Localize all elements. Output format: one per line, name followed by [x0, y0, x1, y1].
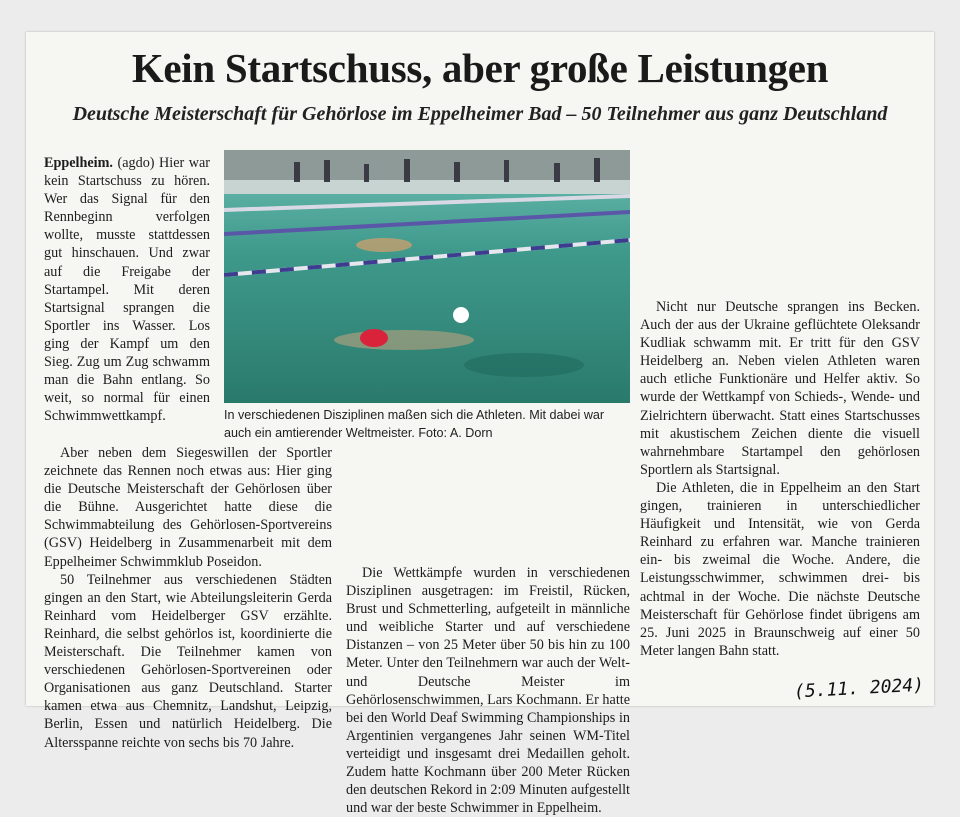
- paragraph-5: Nicht nur Deutsche sprangen ins Becken. Auch der aus der Ukraine geflüchtete Oleksandr Kudliak schwamm mit. Er tritt für den GSV Heidelberg an. Neben vielen Athleten waren auch etliche Funktionäre und Helfer aktiv. So wurde der Wettkampf von Schieds-, Wende- und Zielrichtern überwacht. Statt eines Startschusses mit akustischem Zeichen diente die visuell wahrnehmbare Startampel den gehörlosen Sportlern als Startsignal.: [640, 299, 920, 478]
- headline: Kein Startschuss, aber große Leistungen: [131, 45, 829, 91]
- column-1-bottom: [44, 444, 332, 752]
- paragraph-3: 50 Teilnehmer aus verschiedenen Städten gingen an den Start, wie Abteilungsleiterin Gerda Reinhard vom Heidelberger GSV erzählte. Reinhard, die selbst gehörlos ist, koordinierte die Meisterschaft. Die Teilnehmer kamen von verschiedenen Gehörlosen-Sportvereinen oder Organisationen aus ganz Deutschland. Starter kamen etwa aus Chemnitz, Landshut, Leipzig, Berlin, Essen und natürlich Heidelberg. Die Altersspanne reichte von sechs bis 70 Jahre.: [44, 571, 332, 751]
- swimming-pool-image: [224, 150, 630, 403]
- dateline: Eppelheim.: [44, 155, 113, 171]
- handwritten-date: (5.11. 2024): [793, 674, 925, 703]
- column-1-top: [44, 154, 210, 425]
- paragraph-6: Die Athleten, die in Eppelheim an den Start gingen, trainieren in unterschiedlicher Häufigkeit und Intensität, wie von Gerda Reinhard zu erfahren war. Manche trainieren ein- bis zweimal die Woche. Andere, die Leistungsschwimmer, schwimmen drei- bis achtmal in der Woche. Die nächste Deutsche Meisterschaft für Gehörlose findet übrigens am 25. Juni 2025 in Braunschweig auf einer 50 Meter langen Bahn statt.: [640, 479, 920, 659]
- pool-photo: [224, 150, 630, 403]
- paragraph-4: Die Wettkämpfe wurden in verschiedenen Disziplinen ausgetragen: im Freistil, Rücken, Brust und Schmetterling, aufgeteilt in männliche und weibliche Starter und auf verschiedene Distanzen – von 25 Meter über 50 bis hin zu 100 Meter. Unter den Teilnehmern war auch der Welt- und Deutsche Meister im Gehörlosenschwimmen, Lars Kochmann. Er hatte bei den World Deaf Swimming Championships in Argentinien vergangenes Jahr seinen WM-Titel verteidigt und insgesamt drei Medaillen geholt. Zudem hatte Kochmann über 200 Meter Rücken den deutschen Rekord in 2:09 Minuten aufgestellt und war der beste Schwimmer in Eppelheim.: [346, 565, 630, 817]
- column-3: [640, 298, 920, 660]
- subheadline: Deutsche Meisterschaft für Gehörlose im Eppelheimer Bad – 50 Teilnehmer aus ganz Deutschland: [72, 103, 888, 125]
- intro-text: (agdo) Hier war kein Startschuss zu hören. Wer das Signal für den Rennbeginn verfolgen wollte, musste stattdessen gut hinschauen. Und zwar auf die Freigabe der Startampel. Mit deren Startsignal sprangen die Sportler ins Wasser. Los ging der Kampf um den Sieg. Zug um Zug schwamm man die Bahn entlang. So weit, so normal für einen Schwimmwettkampf.: [44, 155, 210, 425]
- intro-paragraph: [44, 154, 210, 425]
- paragraph-2: Aber neben dem Siegeswillen der Sportler zeichnete das Rennen noch etwas aus: Hier ging die Deutsche Meisterschaft der Gehörlosen über die Bühne. Ausgerichtet hatte diese die Schwimmabteilung des Gehörlosen-Sportvereins (GSV) Heidelberg in Zusammenarbeit mit dem Eppelheimer Schwimmklub Poseidon.: [44, 445, 332, 570]
- photo-caption: In verschiedenen Disziplinen maßen sich die Athleten. Mit dabei war auch ein amtierender Weltmeister. Foto: A. Dorn: [224, 408, 605, 440]
- column-2: [346, 564, 630, 817]
